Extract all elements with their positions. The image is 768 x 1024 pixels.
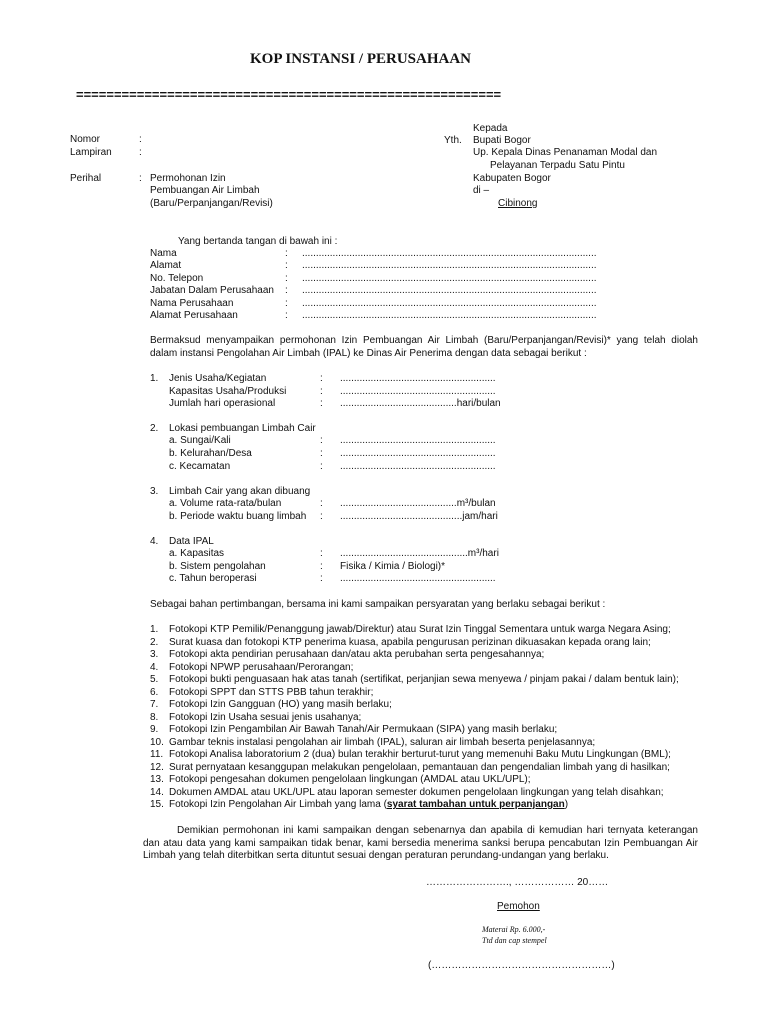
section-value: ..............................................m³/hari <box>340 548 499 559</box>
section-value: Fisika / Kimia / Biologi)* <box>340 561 446 572</box>
closing-paragraph <box>143 825 698 863</box>
identity-colon: : <box>285 285 288 296</box>
requirement-number: 10. <box>150 737 164 748</box>
kepada-label: Kepada <box>473 123 508 134</box>
section-label: a. Sungai/Kali <box>169 435 231 446</box>
requirement-emphasis: syarat tambahan untuk perpanjangan <box>386 799 565 810</box>
section-heading: Limbah Cair yang akan dibuang <box>169 486 311 497</box>
section-value: ........................................................ <box>340 573 496 584</box>
nomor-label: Nomor <box>70 134 101 145</box>
addressee-line: Pelayanan Terpadu Satu Pintu <box>490 160 625 171</box>
section-label: c. Tahun beroperasi <box>169 573 257 584</box>
requirement-number: 11. <box>150 749 164 760</box>
addressee-city: Cibinong <box>498 198 538 209</box>
section-number: 3. <box>150 486 159 497</box>
identity-label: Nama <box>150 248 177 259</box>
requirement-text: Fotokopi akta pendirian perusahaan dan/atau akta perubahan serta pengesahannya; <box>169 649 545 660</box>
section-label: Jenis Usaha/Kegiatan <box>169 373 267 384</box>
requirement-text: Dokumen AMDAL atau UKL/UPL atau laporan semester dokumen pengelolaan lingkungan yang telah disahkan; <box>169 787 664 798</box>
requirement-text: Fotokopi bukti penguasaan hak atas tanah (sertifikat, perjanjian sewa menyewa / pinjam pakai / dalam bentuk lain); <box>169 674 679 685</box>
section-value: ............................................jam/hari <box>340 511 498 522</box>
lampiran-label: Lampiran <box>70 147 112 158</box>
signature-name-line: (………………………………………………) <box>428 960 615 971</box>
section-value: ..........................................hari/bulan <box>340 398 501 409</box>
identity-colon: : <box>285 260 288 271</box>
section-label: a. Volume rata-rata/bulan <box>169 498 282 509</box>
intro-text: Yang bertanda tangan di bawah ini : <box>178 236 338 247</box>
requirement-text: Fotokopi KTP Pemilik/Penanggung jawab/Direktur) atau Surat Izin Tinggal Sementara untuk warga Negara Asing; <box>169 624 671 635</box>
section-colon: : <box>320 511 323 522</box>
perihal-line: (Baru/Perpanjangan/Revisi) <box>150 198 273 209</box>
section-value: ........................................................ <box>340 461 496 472</box>
identity-value: .......................................................................................................... <box>302 298 597 309</box>
signature-stamp-note: Ttd dan cap stempel <box>482 936 547 945</box>
identity-colon: : <box>285 298 288 309</box>
identity-label: No. Telepon <box>150 273 204 284</box>
section-colon: : <box>320 561 323 572</box>
identity-label: Alamat <box>150 260 182 271</box>
perihal-line: Pembuangan Air Limbah <box>150 185 260 196</box>
applicant-label: Pemohon <box>497 901 540 912</box>
lampiran-colon: : <box>139 147 142 158</box>
section-value: ........................................................ <box>340 448 496 459</box>
section-colon: : <box>320 373 323 384</box>
requirement-number: 3. <box>150 649 159 660</box>
section-heading: Lokasi pembuangan Limbah Cair <box>169 423 316 434</box>
closing-text: Demikian permohonan ini kami sampaikan dengan sebenarnya dan apabila di kemudian hari ternyata keterangan dan atau data yang kami sampaikan tidak benar, kami bersedia menerima sanksi berupa pencabutan Izin Pembuangan Air Limbah yang telah diterbitkan serta dituntut sesuai dengan peraturan perundang-undangan yang berlaku. <box>143 825 698 861</box>
requirement-text: Fotokopi Izin Gangguan (HO) yang masih berlaku; <box>169 699 392 710</box>
header-divider: ======================================================== <box>76 88 502 102</box>
nomor-colon: : <box>139 134 142 145</box>
yth-label: Yth. <box>444 135 462 146</box>
requirement-number: 4. <box>150 662 159 673</box>
section-colon: : <box>320 548 323 559</box>
requirement-number: 1. <box>150 624 159 635</box>
requirement-text <box>169 799 568 811</box>
requirement-text: Fotokopi SPPT dan STTS PBB tahun terakhir; <box>169 687 374 698</box>
section-colon: : <box>320 498 323 509</box>
addressee-line: Bupati Bogor <box>473 135 531 146</box>
requirement-text: Fotokopi Izin Pengambilan Air Bawah Tanah/Air Permukaan (SIPA) yang masih berlaku; <box>169 724 558 735</box>
requirement-text: Fotokopi Izin Usaha sesuai jenis usahanya; <box>169 712 362 723</box>
place-date: ……………………., ……………… 20…… <box>426 877 609 888</box>
identity-value: .......................................................................................................... <box>302 248 597 259</box>
section-colon: : <box>320 448 323 459</box>
requirement-number: 2. <box>150 637 159 648</box>
requirement-text: Fotokopi NPWP perusahaan/Perorangan; <box>169 662 354 673</box>
section-label: b. Sistem pengolahan <box>169 561 266 572</box>
identity-value: .......................................................................................................... <box>302 285 597 296</box>
section-label: Kapasitas Usaha/Produksi <box>169 386 287 397</box>
identity-label: Jabatan Dalam Perusahaan <box>150 285 274 296</box>
requirement-number: 14. <box>150 787 164 798</box>
requirement-text: Gambar teknis instalasi pengolahan air limbah (IPAL), saluran air limbah beserta penjelasannya; <box>169 737 596 748</box>
requirement-number: 12. <box>150 762 164 773</box>
requirement-text: Surat kuasa dan fotokopi KTP penerima kuasa, apabila pengurusan perizinan dikuasakan kepada orang lain; <box>169 637 651 648</box>
identity-value: .......................................................................................................... <box>302 273 597 284</box>
section-value: ........................................................ <box>340 435 496 446</box>
section-colon: : <box>320 573 323 584</box>
requirement-number: 5. <box>150 674 159 685</box>
identity-value: .......................................................................................................... <box>302 260 597 271</box>
section-value: ..........................................m³/bulan <box>340 498 496 509</box>
requirement-text: Fotokopi Analisa laboratorium 2 (dua) bulan terakhir berturut-turut yang memenuhi Baku Mutu Lingkungan (BML); <box>169 749 671 760</box>
identity-colon: : <box>285 248 288 259</box>
section-label: b. Periode waktu buang limbah <box>169 511 307 522</box>
stamp-duty-note: Materai Rp. 6.000,- <box>482 925 546 934</box>
requirement-number: 9. <box>150 724 159 735</box>
letterhead-title: KOP INSTANSI / PERUSAHAAN <box>250 51 472 67</box>
identity-colon: : <box>285 310 288 321</box>
section-label: Jumlah hari operasional <box>169 398 276 409</box>
identity-label: Nama Perusahaan <box>150 298 234 309</box>
requirement-number: 8. <box>150 712 159 723</box>
addressee-line: di – <box>473 185 490 196</box>
addressee-line: Up. Kepala Dinas Penanaman Modal dan <box>473 147 658 158</box>
section-colon: : <box>320 461 323 472</box>
section-label: b. Kelurahan/Desa <box>169 448 252 459</box>
requirement-text-tail: ) <box>564 799 569 810</box>
section-number: 2. <box>150 423 159 434</box>
requirement-text-lead: Fotokopi Izin Pengolahan Air Limbah yang lama ( <box>169 799 387 810</box>
section-value: ........................................................ <box>340 386 496 397</box>
requirement-text: Fotokopi pengesahan dokumen pengelolaan lingkungan (AMDAL atau UKL/UPL); <box>169 774 531 785</box>
section-value: ........................................................ <box>340 373 496 384</box>
requirement-number: 7. <box>150 699 159 710</box>
identity-label: Alamat Perusahaan <box>150 310 238 321</box>
request-paragraph: Bermaksud menyampaikan permohonan Izin Pembuangan Air Limbah (Baru/Perpanjangan/Revisi)* yang telah diolah dalam instansi Pengolahan Air Limbah (IPAL) ke Dinas Air Penerima dengan data sebagai berikut : <box>150 335 698 359</box>
identity-value: .......................................................................................................... <box>302 310 597 321</box>
section-label: c. Kecamatan <box>169 461 231 472</box>
section-heading: Data IPAL <box>169 536 214 547</box>
requirement-number: 6. <box>150 687 159 698</box>
requirement-number: 13. <box>150 774 164 785</box>
section-colon: : <box>320 398 323 409</box>
section-colon: : <box>320 435 323 446</box>
section-number: 4. <box>150 536 159 547</box>
section-number: 1. <box>150 373 159 384</box>
section-label: a. Kapasitas <box>169 548 225 559</box>
addressee-line: Kabupaten Bogor <box>473 173 551 184</box>
requirement-number: 15. <box>150 799 164 810</box>
identity-colon: : <box>285 273 288 284</box>
section-colon: : <box>320 386 323 397</box>
requirements-intro: Sebagai bahan pertimbangan, bersama ini kami sampaikan persyaratan yang berlaku sebagai berikut : <box>150 599 606 610</box>
requirement-text: Surat pernyataan kesanggupan melakukan pengelolaan, pemantauan dan pengendalian limbah yang di hasilkan; <box>169 762 670 773</box>
perihal-line: Permohonan Izin <box>150 173 226 184</box>
perihal-label: Perihal <box>70 173 102 184</box>
perihal-colon: : <box>139 173 142 184</box>
